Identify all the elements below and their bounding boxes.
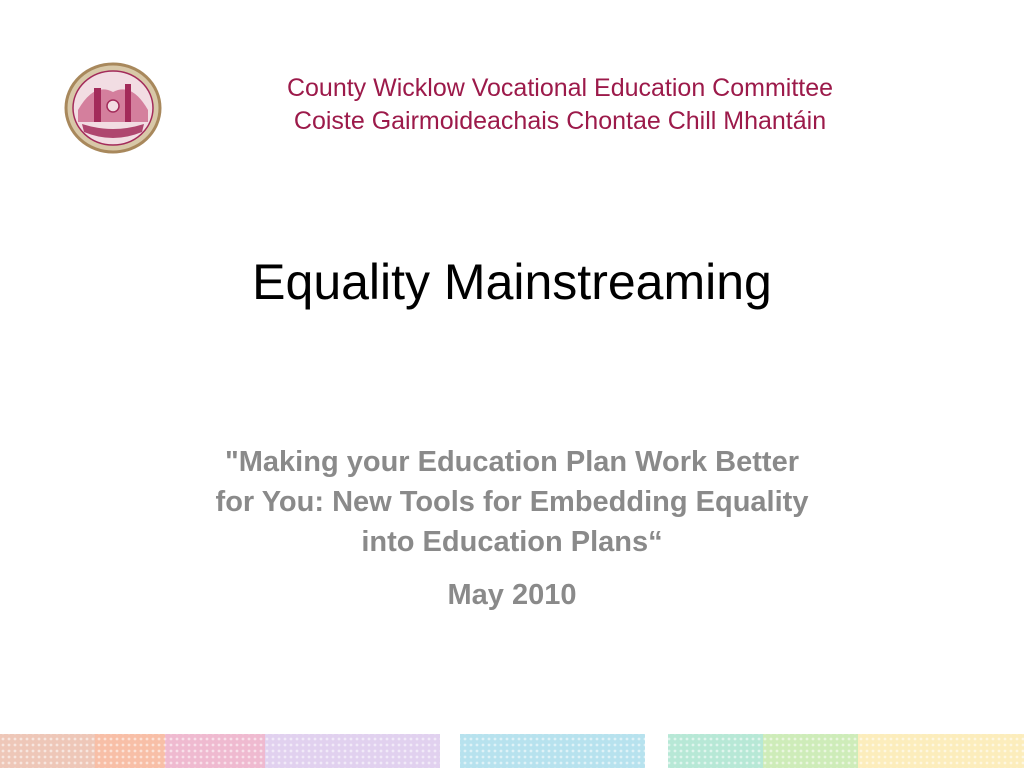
decorative-footer-band (0, 730, 1024, 768)
subtitle-line-3: into Education Plans“ (361, 526, 663, 558)
org-name-irish: Coiste Gairmoideachais Chontae Chill Mhantáin (293, 107, 827, 135)
vec-seal-logo-icon (64, 62, 162, 154)
org-name-english: County Wicklow Vocational Education Committee (286, 74, 834, 102)
organisation-header (200, 72, 920, 138)
subtitle-line-1: "Making your Education Plan Work Better (225, 446, 799, 478)
subtitle-line-2: for You: New Tools for Embedding Equality (215, 486, 809, 518)
slide-subtitle (140, 442, 884, 562)
slide-date: May 2010 (447, 579, 577, 611)
slide-title: Equality Mainstreaming (252, 254, 772, 310)
